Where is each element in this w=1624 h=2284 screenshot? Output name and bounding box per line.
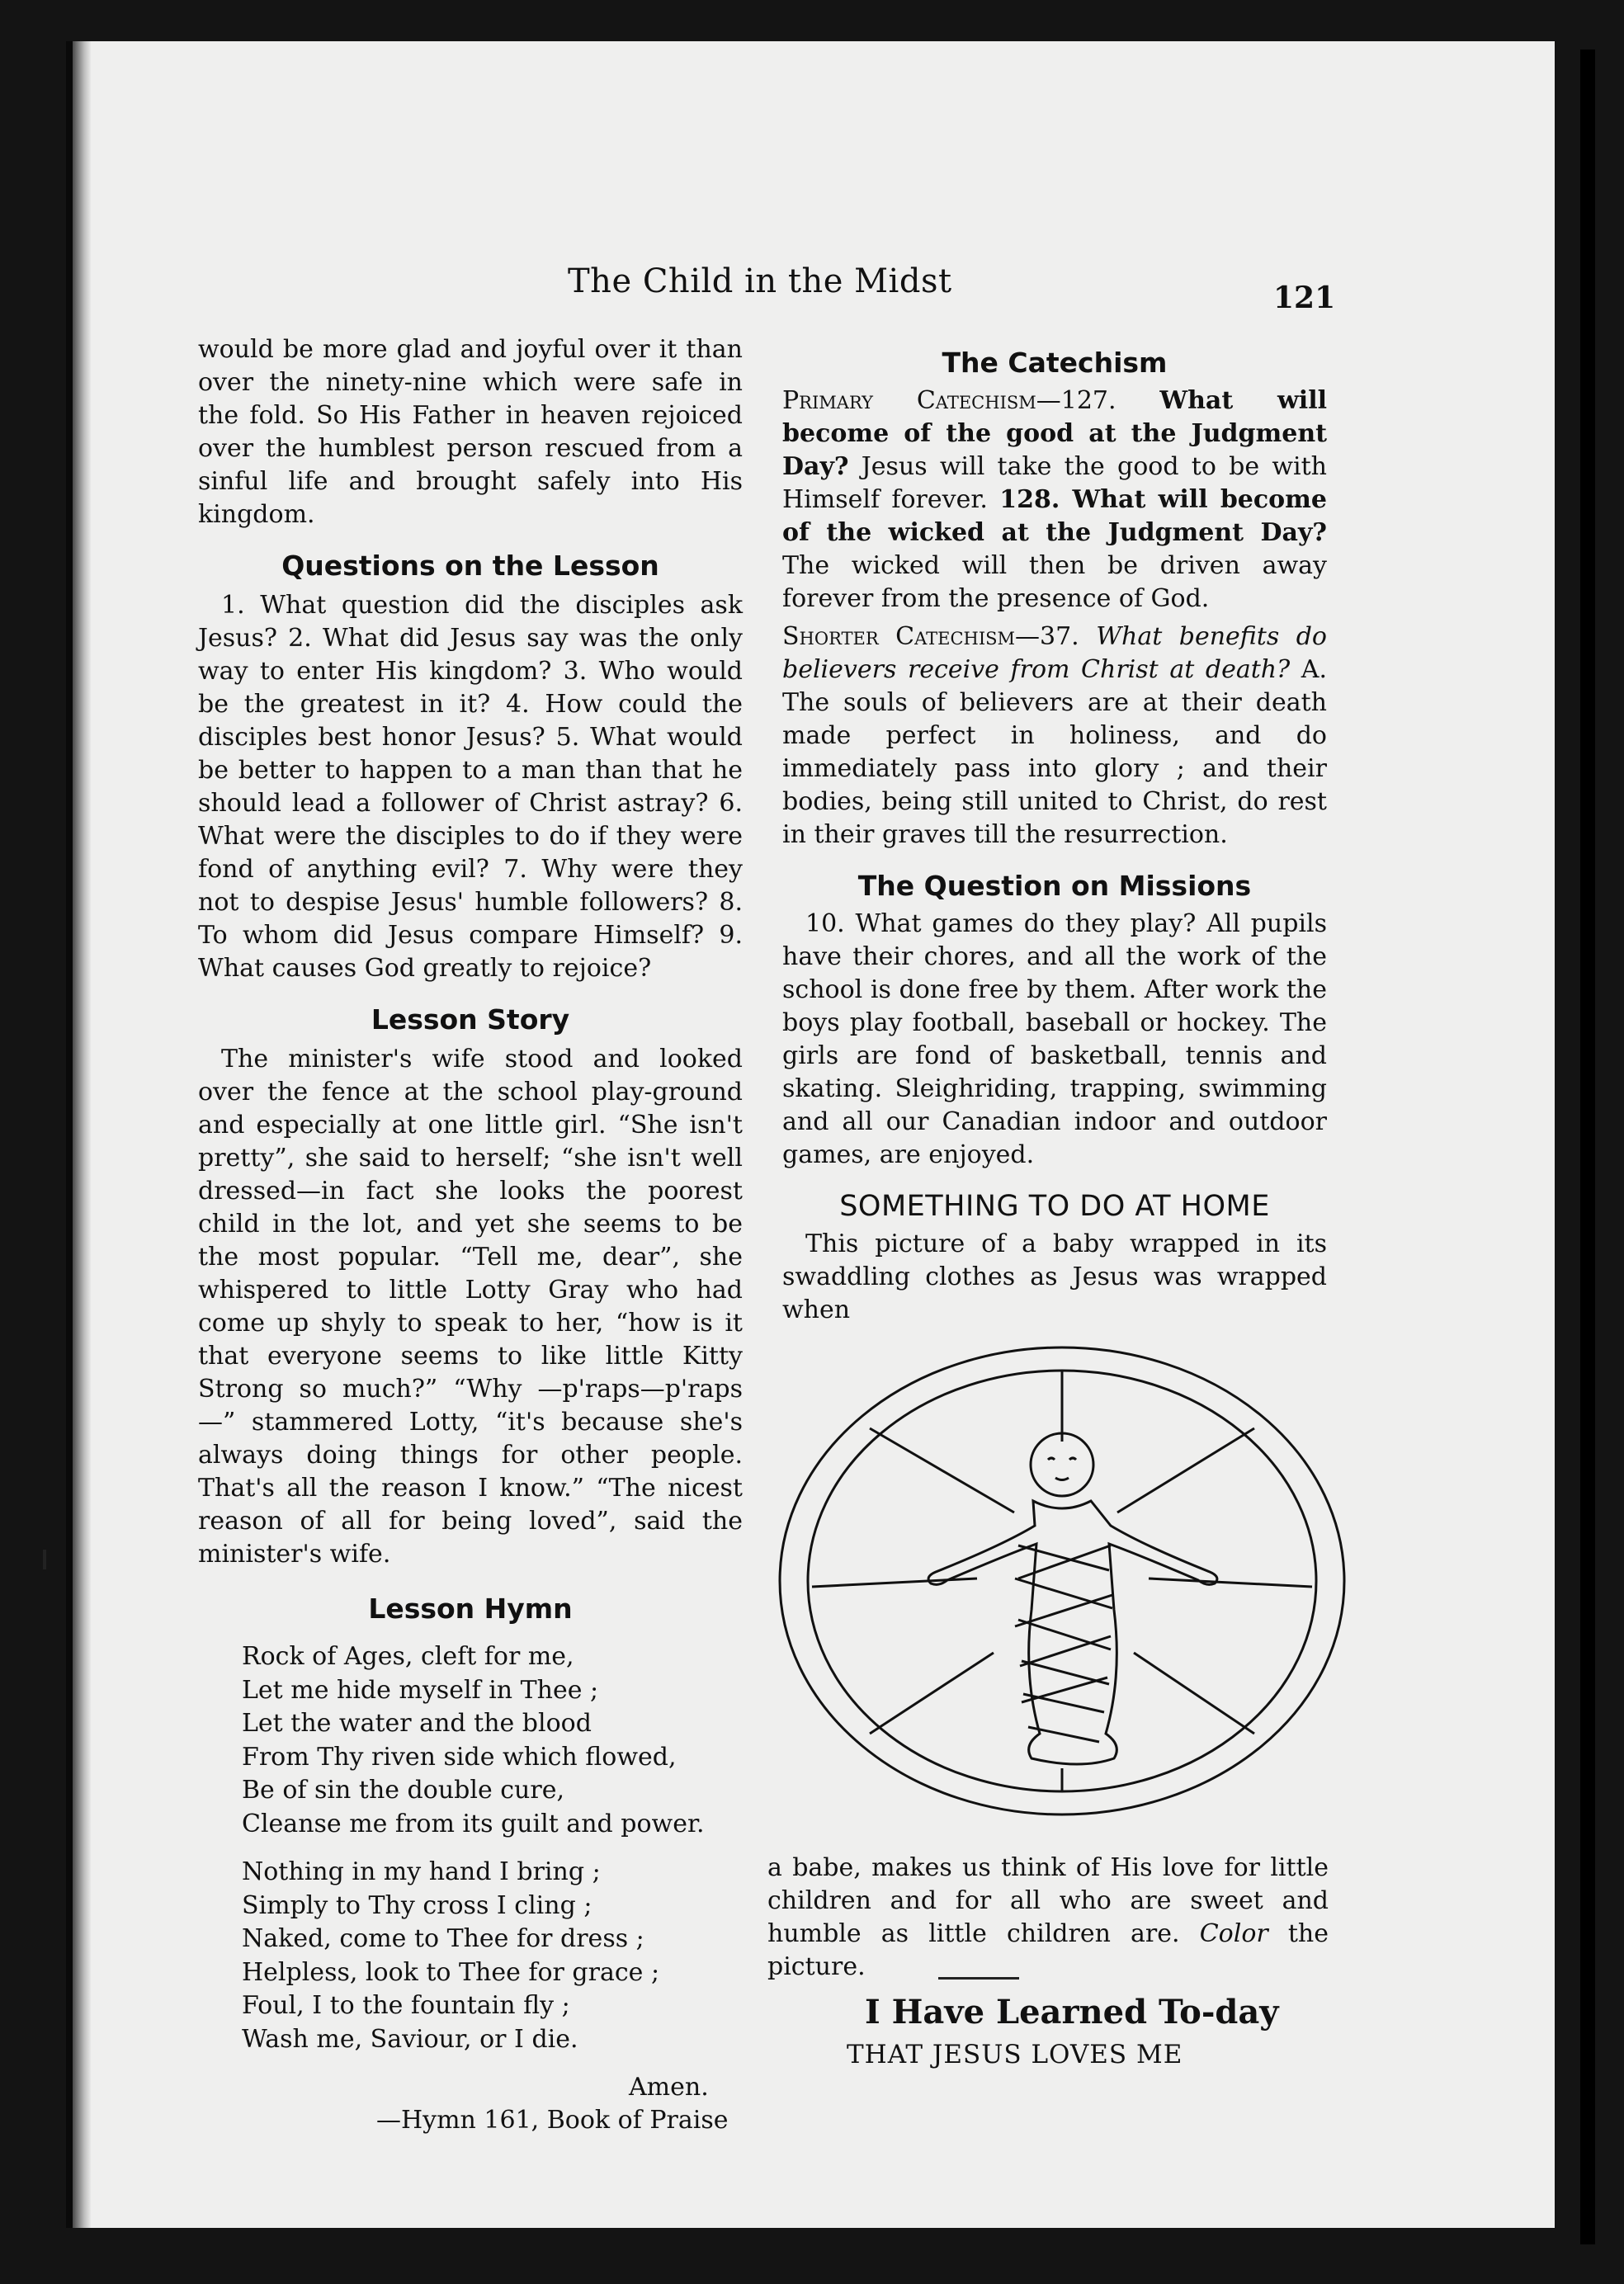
divider-rule: [938, 1977, 1019, 1980]
primary-catechism-label: Primary Catechism—127.: [782, 386, 1116, 415]
hymn-line: Let the water and the blood: [242, 1709, 592, 1738]
primary-answer-128: The wicked will then be driven away forever from the presence of God.: [782, 551, 1327, 613]
primary-answer-127: Jesus will take the good to be with Himself forever.: [782, 452, 1327, 514]
home-text-after-prefix: a babe, makes us think of His love for little children and for all who are sweet and humble as little children are.: [767, 1853, 1329, 1948]
hymn-heading: Lesson Hymn: [368, 1593, 573, 1625]
page-number: 121: [1273, 281, 1336, 315]
hymn-line: Let me hide myself in Thee ;: [242, 1675, 599, 1705]
learned-today-text: THAT JESUS LOVES ME: [847, 2040, 1183, 2069]
hymn-stanza-2: [198, 1856, 743, 2056]
shorter-catechism-label: Shorter Catechism—37.: [782, 622, 1079, 651]
opening-paragraph: would be more glad and joyful over it than over the ninety-nine which were safe in the fold. So His Father in heaven rejoiced over the humblest person rescued from a sinful life and brought safely into His kingdom.: [198, 335, 743, 529]
catechism-heading: The Catechism: [942, 347, 1168, 379]
questions-heading: Questions on the Lesson: [281, 550, 659, 582]
left-column: [198, 333, 743, 2137]
hymn-line: Wash me, Saviour, or I die.: [242, 2024, 578, 2054]
hymn-amen: Amen.: [629, 2073, 709, 2102]
questions-text: 1. What question did the disciples ask Jesus? 2. What did Jesus say was the only way to enter His kingdom? 3. Who would be the greatest in it? 4. How could the disciples best honor Jesus? 5. What would be better to happen to a man than that he should lead a follower of Christ astray? 6. What were the disciples to do if they were fond of anything evil? 7. Why were they not to despise Jesus' humble followers? 8. To whom did Jesus compare Himself? 9. What causes God greatly to rejoice?: [198, 591, 743, 983]
binding-edge: [66, 41, 73, 2228]
home-text-after: [767, 1852, 1329, 1984]
hymn-line: Be of sin the double cure,: [242, 1776, 564, 1805]
shorter-answer: A. The souls of believers are at their death made perfect in holiness, and do immediately pass into glory ; and their bodies, being still united to Christ, do rest in their graves till the resurrection.: [782, 655, 1327, 849]
page-edge-shadow: [1580, 50, 1595, 2244]
home-text-after-suffix: the picture.: [767, 1919, 1329, 1981]
hymn-line: From Thy riven side which flowed,: [242, 1742, 677, 1772]
hymn-line: Naked, come to Thee for dress ;: [242, 1924, 644, 1953]
hymn-line: Helpless, look to Thee for grace ;: [242, 1957, 660, 1987]
primary-question-128: 128. What will become of the wicked at the Judgment Day?: [782, 485, 1327, 547]
hymn-line: Rock of Ages, cleft for me,: [242, 1642, 574, 1671]
missions-text: 10. What games do they play? All pupils have their chores, and all the work of the school is done free by them. After work the boys play football, baseball or hockey. The girls are fond of basketball, tennis and skating. Sleighriding, trapping, swimming and all our Canadian indoor and outdoor games, are enjoyed.: [782, 909, 1327, 1169]
primary-question-127: What will become of the good at the Judgment Day?: [782, 386, 1327, 481]
story-text: The minister's wife stood and looked over the fence at the school play-ground and especially at one little girl. “She isn't pretty”, she said to herself; “she isn't well dressed—in fact she looks the poorest child in the lot, and yet she seems to be the most popular. “Tell me, dear”, she whispered to little Lotty Gray who had come up shyly to speak to her, “how is it that everyone seems to like little Kitty Strong so much?” “Why —p'raps—p'raps—” stammered Lotty, “it's because she's always doing things for other people. That's all the reason I know.” “The nicest reason of all for being loved”, said the minister's wife.: [198, 1045, 743, 1569]
shorter-catechism: [782, 621, 1327, 852]
home-text-before: This picture of a baby wrapped in its swaddling clothes as Jesus was wrapped when: [782, 1229, 1327, 1324]
primary-catechism: [782, 385, 1327, 616]
hymn-line: Simply to Thy cross I cling ;: [242, 1890, 592, 1920]
learned-today-banner: I Have Learned To-day: [865, 1993, 1279, 2032]
missions-heading: The Question on Missions: [857, 870, 1252, 902]
shorter-question: What benefits do believers receive from Christ at death?: [782, 622, 1327, 684]
hymn-line: Nothing in my hand I bring ;: [242, 1857, 601, 1886]
story-heading: Lesson Story: [371, 1003, 570, 1036]
right-column: [782, 347, 1327, 1327]
hymn-source: —Hymn 161, Book of Praise: [376, 2106, 729, 2135]
running-head: The Child in the Midst: [568, 262, 952, 300]
hymn-stanza-1: [198, 1640, 743, 1841]
margin-mark: [43, 1550, 46, 1569]
home-heading: SOMETHING TO DO AT HOME: [839, 1190, 1270, 1223]
hymn-line: Cleanse me from its guilt and power.: [242, 1809, 705, 1838]
hymn-line: Foul, I to the fountain fly ;: [242, 1991, 570, 2020]
swaddled-baby-picture: [771, 1339, 1353, 1823]
home-text-after-emphasis: Color: [1199, 1919, 1268, 1948]
